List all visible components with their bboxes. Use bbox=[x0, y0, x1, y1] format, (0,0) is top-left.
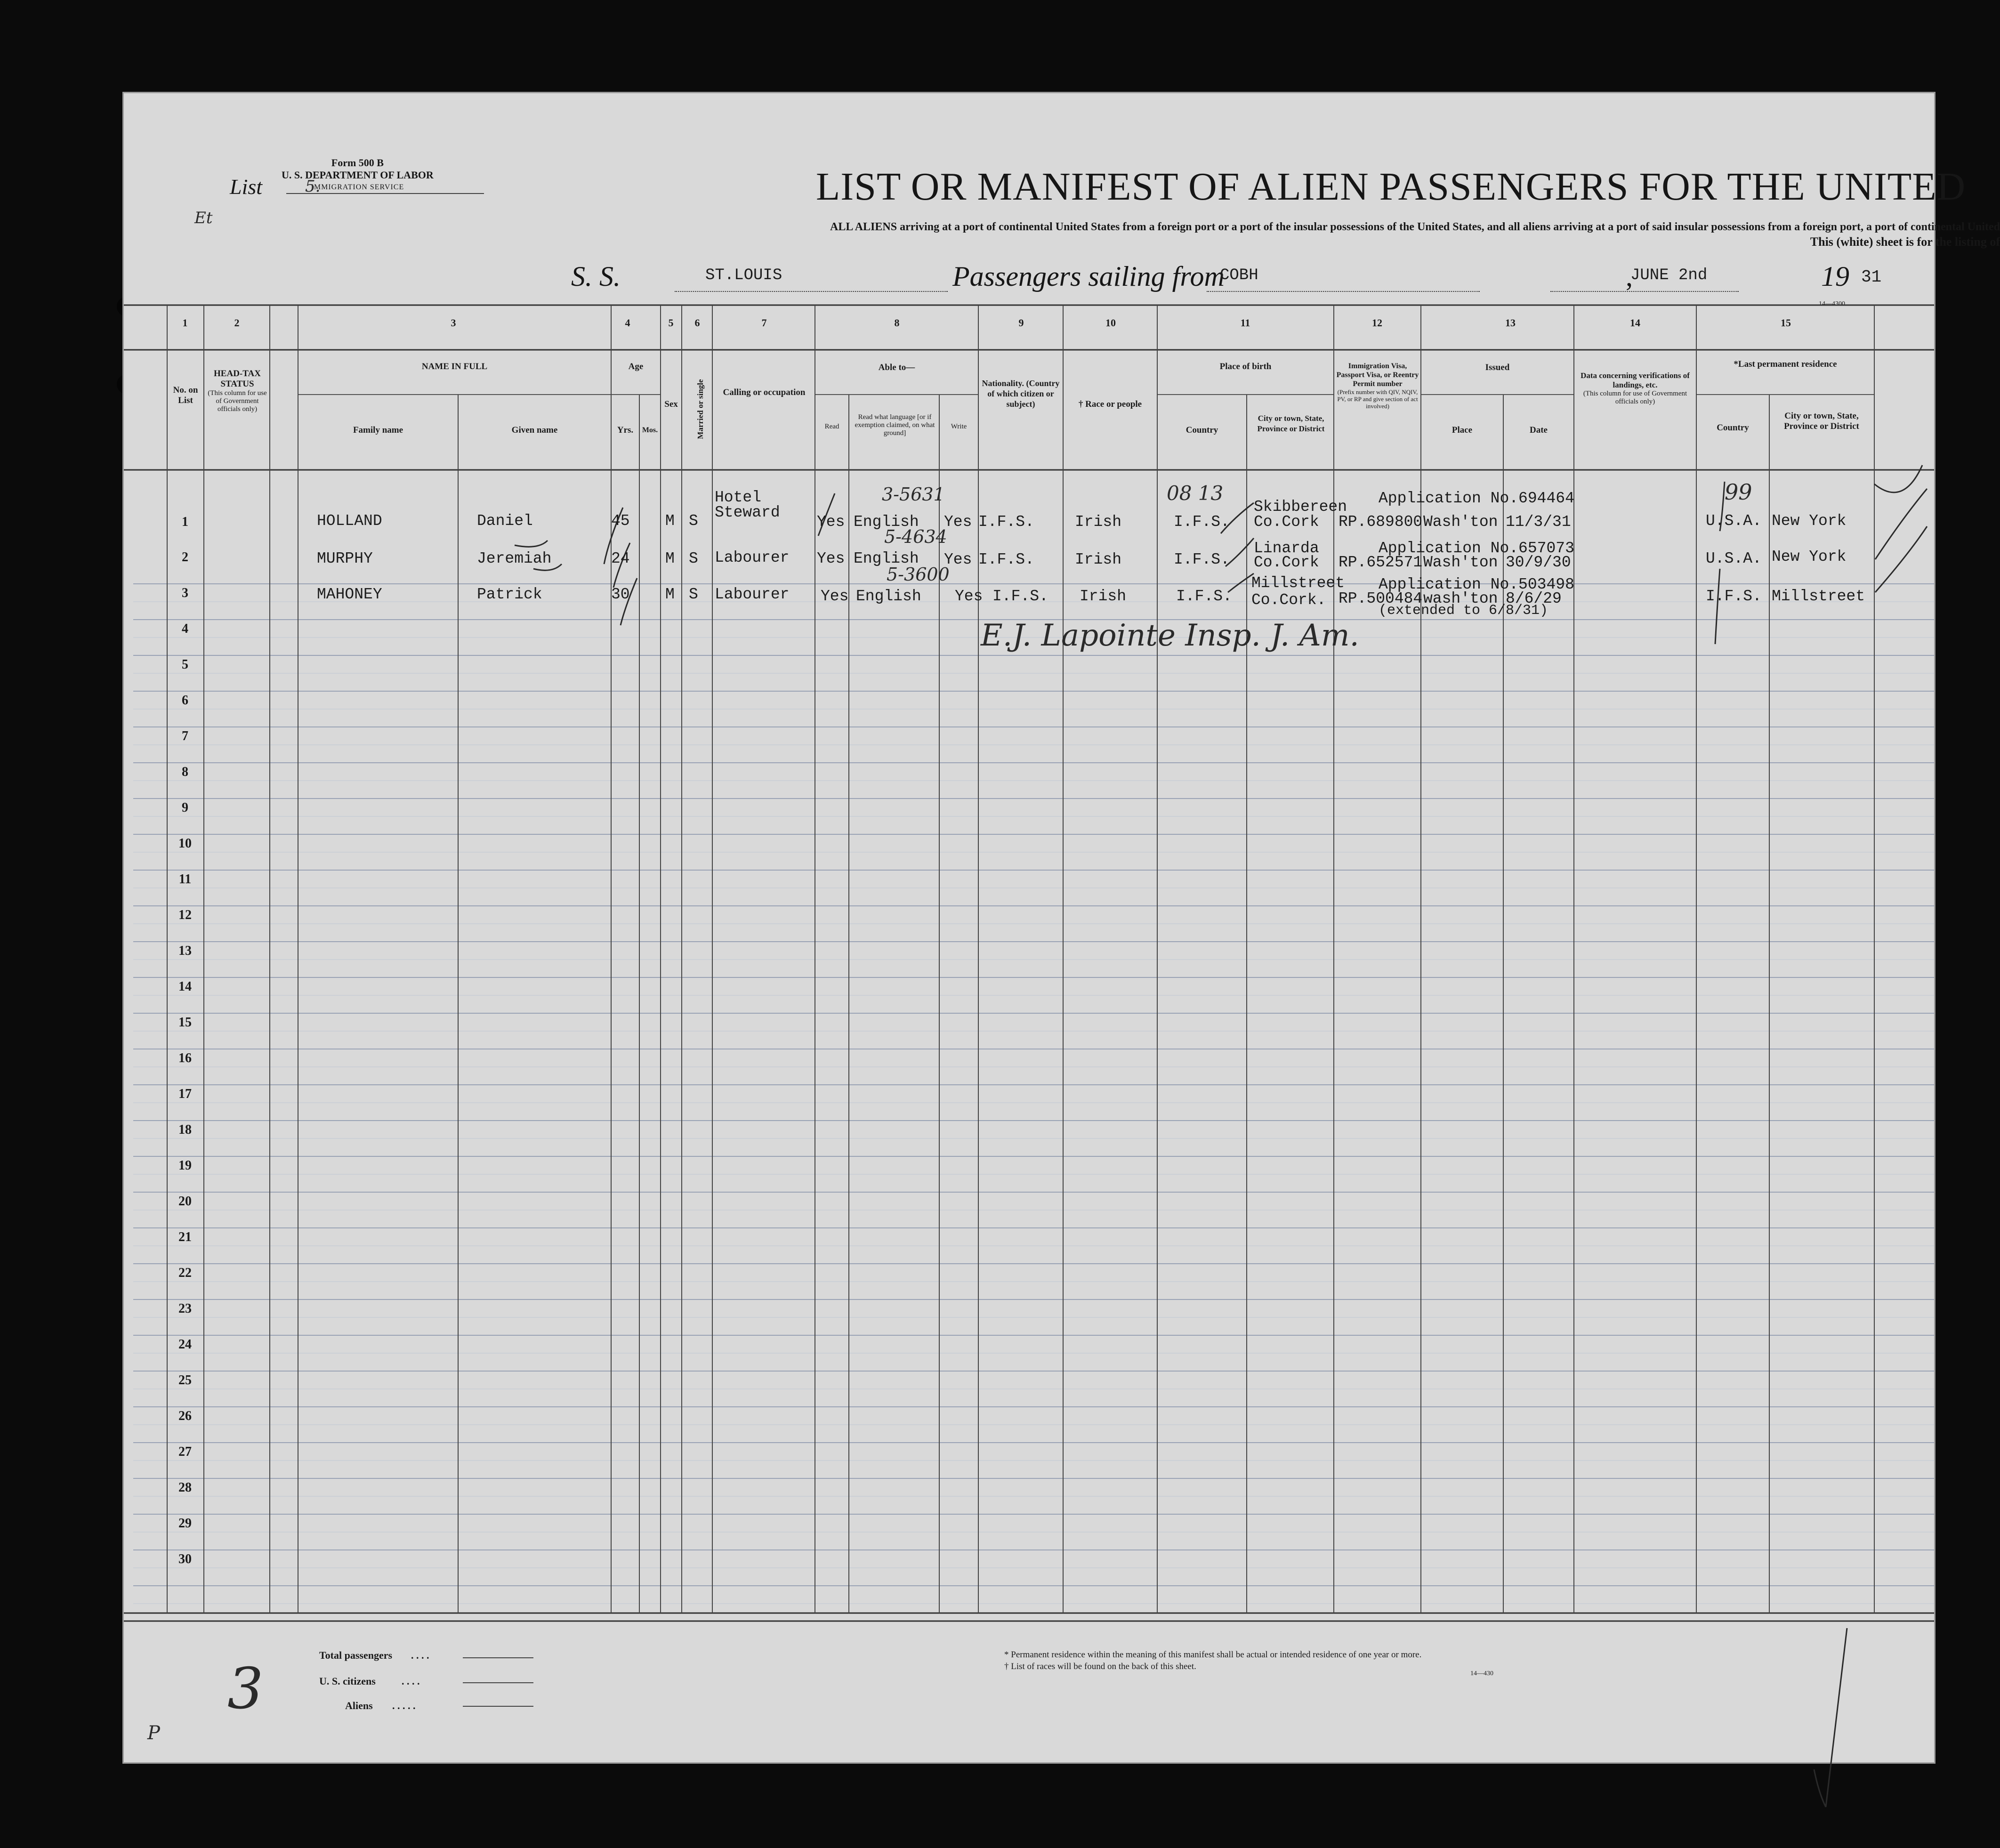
corner-mark: P bbox=[147, 1722, 160, 1744]
row-number: 25 bbox=[178, 1373, 192, 1388]
occupation: Hotel bbox=[715, 489, 762, 506]
header-family-name: Family name bbox=[353, 425, 403, 435]
department-name: U. S. DEPARTMENT OF LABOR bbox=[282, 169, 434, 181]
row-number: 21 bbox=[178, 1230, 192, 1244]
aliens-line bbox=[463, 1706, 533, 1707]
list-number: 5. bbox=[305, 177, 321, 196]
col-number: 14 bbox=[1630, 317, 1640, 329]
service-name: IMMIGRATION SERVICE bbox=[311, 183, 404, 191]
col-number: 8 bbox=[894, 317, 900, 329]
aliens-label: Aliens bbox=[345, 1700, 373, 1711]
col-number: 12 bbox=[1372, 317, 1382, 329]
marital-status: S bbox=[689, 550, 698, 567]
header-years: Yrs. bbox=[617, 425, 634, 435]
header-no-on-list: No. on List bbox=[173, 385, 198, 405]
header-residence-country: Country bbox=[1717, 423, 1749, 433]
total-mark: 3 bbox=[227, 1656, 264, 1722]
row-number: 10 bbox=[178, 836, 192, 851]
col-number: 15 bbox=[1781, 317, 1791, 329]
header-sex: Sex bbox=[664, 399, 678, 409]
family-name: MURPHY bbox=[317, 550, 373, 567]
birth-city: Linarda bbox=[1254, 540, 1319, 557]
birth-county: Co.Cork. bbox=[1251, 591, 1326, 609]
col-number: 10 bbox=[1105, 317, 1116, 329]
verification-label: Data concerning verifications of landings, etc. bbox=[1581, 371, 1690, 389]
col-number: 5 bbox=[668, 317, 674, 329]
header-married: Married or single bbox=[696, 379, 705, 439]
comma: , bbox=[1626, 261, 1633, 292]
total-line bbox=[463, 1657, 533, 1658]
year-value: 31 bbox=[1861, 267, 1882, 287]
header-place: Place bbox=[1452, 425, 1473, 435]
table-grid bbox=[124, 93, 1934, 1762]
head-tax-note: (This column for use of Government officials only) bbox=[208, 389, 267, 413]
marital-status: S bbox=[689, 586, 698, 603]
col-number: 6 bbox=[694, 317, 700, 329]
issue-place: wash'ton bbox=[1423, 590, 1498, 607]
row-number: 2 bbox=[182, 550, 188, 565]
row-number: 9 bbox=[182, 800, 188, 815]
header-read: Read bbox=[824, 423, 839, 430]
visa-label: Immigration Visa, Passport Visa, or Reentry Permit number bbox=[1336, 362, 1419, 388]
issue-place: Wash'ton bbox=[1423, 513, 1498, 531]
occupation: Labourer bbox=[715, 586, 790, 603]
handwritten-annotation: 5-4634 bbox=[884, 526, 947, 547]
header-date: Date bbox=[1530, 425, 1548, 435]
row-number: 6 bbox=[182, 693, 188, 708]
nationality: I.F.S. bbox=[992, 588, 1048, 605]
us-citizens-label: U. S. citizens bbox=[319, 1675, 376, 1687]
inspector-signature: E.J. Lapointe Insp. J. Am. bbox=[981, 618, 1359, 653]
read-language: English bbox=[854, 513, 919, 531]
issue-date: 11/3/31 bbox=[1506, 513, 1571, 531]
form-code: 14—4300 bbox=[1819, 300, 1845, 307]
row-number: 5 bbox=[182, 657, 188, 672]
read-language: English bbox=[856, 588, 921, 605]
visa-application: Application No.694464 bbox=[1379, 490, 1574, 507]
row-number: 20 bbox=[178, 1194, 192, 1209]
footnote-residence: * Permanent residence within the meaning of this manifest shall be actual or intended residence of one year or more. bbox=[1004, 1650, 1422, 1660]
age-years: 30 bbox=[611, 586, 630, 603]
can-write: Yes bbox=[944, 513, 972, 531]
row-number: 8 bbox=[182, 765, 188, 779]
alien-dots: . . . . . bbox=[392, 1700, 416, 1711]
birth-note: 08 13 bbox=[1167, 482, 1224, 505]
header-calling: Calling or occupation bbox=[723, 387, 806, 397]
row-number: 28 bbox=[178, 1480, 192, 1495]
row-number: 24 bbox=[178, 1337, 192, 1352]
row-number: 18 bbox=[178, 1122, 192, 1137]
citizen-dots: . . . . bbox=[402, 1675, 420, 1687]
issue-date: 8/6/29 bbox=[1506, 590, 1562, 607]
header-verification bbox=[1576, 371, 1694, 406]
total-dots: . . . . bbox=[411, 1649, 429, 1661]
header-place-of-birth: Place of birth bbox=[1219, 362, 1272, 371]
age-years: 45 bbox=[611, 512, 630, 530]
header-nationality: Nationality. (Country of which citizen or subject) bbox=[982, 379, 1060, 409]
row-number: 19 bbox=[178, 1158, 192, 1173]
citizen-line bbox=[463, 1682, 533, 1683]
birth-city: Skibbereen bbox=[1254, 498, 1347, 516]
row-number: 16 bbox=[178, 1051, 192, 1065]
residence-country: U.S.A. bbox=[1706, 512, 1762, 530]
row-number: 22 bbox=[178, 1266, 192, 1280]
row-number: 17 bbox=[178, 1087, 192, 1101]
header-issued: Issued bbox=[1485, 363, 1510, 372]
subtitle-line-2: This (white) sheet is for the listing of bbox=[1810, 235, 2000, 249]
row-number: 11 bbox=[178, 872, 192, 887]
residence-city: New York bbox=[1772, 548, 1847, 565]
handwritten-annotation: 5-3600 bbox=[887, 564, 950, 585]
row-number: 27 bbox=[178, 1445, 192, 1459]
nationality: I.F.S. bbox=[978, 513, 1034, 531]
header-visa bbox=[1336, 362, 1419, 410]
can-read: Yes bbox=[817, 513, 845, 531]
head-tax-label: HEAD-TAX STATUS bbox=[214, 369, 261, 389]
reentry-permit: RP.500484 bbox=[1339, 590, 1423, 607]
race: Irish bbox=[1075, 551, 1122, 568]
col-number: 2 bbox=[234, 317, 240, 329]
nationality: I.F.S. bbox=[978, 551, 1034, 568]
subtitle-line-1: ALL ALIENS arriving at a port of continental United States from a foreign port or a port of the insular possessions of the United States, and all aliens arriving at a port of said insular possessions from a foreign port, a port of continental United bbox=[830, 221, 2000, 233]
residence-country: U.S.A. bbox=[1706, 550, 1762, 567]
row-number: 23 bbox=[178, 1301, 192, 1316]
row-number: 30 bbox=[178, 1552, 192, 1566]
can-write: Yes bbox=[955, 588, 983, 605]
col-number: 3 bbox=[451, 317, 456, 329]
row-number: 14 bbox=[178, 979, 192, 994]
header-write: Write bbox=[951, 423, 967, 430]
list-label: List bbox=[230, 175, 263, 199]
residence-country: I.F.S. bbox=[1706, 588, 1762, 605]
issue-place: Wash'ton bbox=[1423, 554, 1498, 571]
residence-note: 99 bbox=[1725, 479, 1752, 505]
footnote-races: † List of races will be found on the back of this sheet. bbox=[1004, 1662, 1196, 1671]
can-write: Yes bbox=[944, 551, 972, 568]
header-read-language: Read what language [or if exemption claimed, on what ground] bbox=[855, 413, 935, 437]
row-number: 4 bbox=[182, 621, 188, 636]
year-prefix: 19 bbox=[1821, 261, 1849, 292]
header-months: Mos. bbox=[642, 426, 658, 434]
given-name: Patrick bbox=[477, 586, 542, 603]
ship-name: ST.LOUIS bbox=[705, 266, 782, 284]
row-number: 3 bbox=[182, 586, 188, 600]
header-last-residence: *Last permanent residence bbox=[1734, 359, 1837, 369]
handwritten-annotation: 3-5631 bbox=[882, 484, 945, 505]
row-number: 15 bbox=[178, 1015, 192, 1030]
col-number: 1 bbox=[182, 317, 188, 329]
col-number: 11 bbox=[1240, 317, 1250, 329]
reentry-permit: RP.689800 bbox=[1339, 513, 1423, 531]
sex: M bbox=[665, 512, 675, 530]
marital-status: S bbox=[689, 512, 698, 530]
can-read: Yes bbox=[821, 588, 849, 605]
header-given-name: Given name bbox=[511, 425, 558, 435]
header-name-in-full: NAME IN FULL bbox=[421, 362, 488, 371]
residence-city: New York bbox=[1772, 512, 1847, 530]
given-name: Daniel bbox=[477, 512, 533, 530]
row-number: 26 bbox=[178, 1409, 192, 1423]
form-number: Form 500 B bbox=[331, 157, 384, 169]
visa-application: Application No.657073 bbox=[1379, 540, 1574, 557]
header-age: Age bbox=[628, 362, 644, 371]
birth-county: Co.Cork bbox=[1254, 554, 1319, 571]
occupation: Steward bbox=[715, 504, 780, 521]
birth-county: Co.Cork bbox=[1254, 513, 1319, 531]
family-name: HOLLAND bbox=[317, 512, 382, 530]
family-name: MAHONEY bbox=[317, 586, 382, 603]
birth-country: I.F.S. bbox=[1174, 513, 1230, 531]
birth-country: I.F.S. bbox=[1176, 588, 1232, 605]
sex: M bbox=[665, 550, 675, 567]
race: Irish bbox=[1080, 588, 1127, 605]
issue-date: 30/9/30 bbox=[1506, 554, 1571, 571]
verification-note: (This column for use of Government officials only) bbox=[1583, 390, 1687, 405]
col-number: 13 bbox=[1505, 317, 1516, 329]
visa-application: Application No.503498 bbox=[1379, 576, 1574, 593]
row-number: 12 bbox=[178, 908, 192, 922]
reentry-permit: RP.652571 bbox=[1339, 554, 1423, 571]
sailing-label: Passengers sailing from bbox=[952, 261, 1225, 292]
departure-port: COBH bbox=[1220, 266, 1258, 284]
footer-form-code: 14—430 bbox=[1470, 1670, 1493, 1677]
residence-city: Millstreet bbox=[1772, 588, 1865, 605]
row-number: 13 bbox=[178, 944, 192, 958]
sailing-date: JUNE 2nd bbox=[1630, 266, 1708, 284]
ss-label: S. S. bbox=[571, 261, 621, 292]
sex: M bbox=[665, 586, 675, 603]
col-number: 4 bbox=[625, 317, 630, 329]
given-name: Jeremiah bbox=[477, 550, 552, 567]
read-language: English bbox=[854, 550, 919, 567]
birth-country: I.F.S. bbox=[1174, 551, 1230, 568]
margin-note: Et bbox=[194, 209, 213, 227]
header-able-to: Able to— bbox=[878, 363, 915, 372]
header-head-tax bbox=[207, 369, 268, 413]
header-birth-city: City or town, State, Province or District bbox=[1257, 414, 1325, 433]
visa-extension: (extended to 6/8/31) bbox=[1379, 603, 1548, 619]
total-passengers-label: Total passengers bbox=[319, 1649, 393, 1661]
col-number: 7 bbox=[761, 317, 767, 329]
header-race: † Race or people bbox=[1078, 399, 1142, 409]
birth-city: Millstreet bbox=[1251, 574, 1345, 592]
visa-note: (Prefix number with QIV, NQIV, PV, or RP and give section of act involved) bbox=[1337, 388, 1418, 410]
header-residence-city: City or town, State, Province or District bbox=[1784, 411, 1859, 431]
occupation: Labourer bbox=[715, 549, 790, 566]
row-number: 1 bbox=[182, 515, 188, 529]
manifest-sheet bbox=[122, 92, 2000, 1764]
can-read: Yes bbox=[817, 550, 845, 567]
row-number: 7 bbox=[182, 729, 188, 743]
row-number: 29 bbox=[178, 1516, 192, 1531]
header-birth-country: Country bbox=[1185, 425, 1218, 435]
col-number: 9 bbox=[1018, 317, 1024, 329]
race: Irish bbox=[1075, 513, 1122, 531]
manifest-title: LIST OR MANIFEST OF ALIEN PASSENGERS FOR THE UNITED bbox=[816, 165, 1966, 209]
age-years: 24 bbox=[611, 550, 630, 567]
